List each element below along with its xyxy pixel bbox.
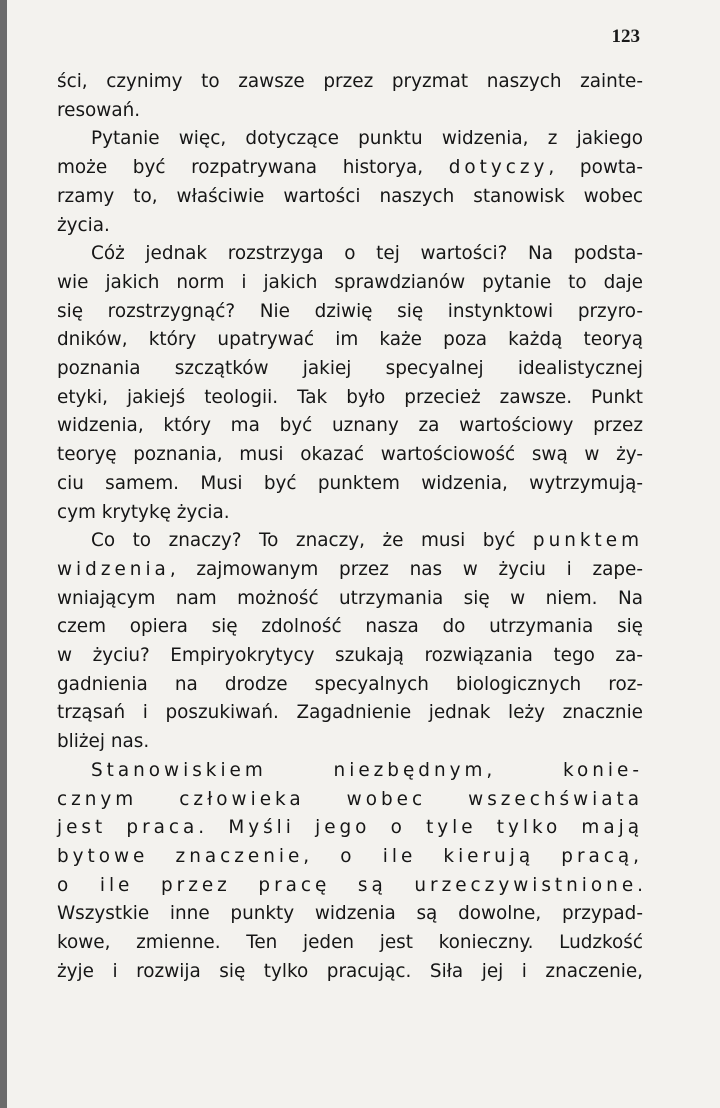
- spaced-emphasis: cznym człowieka wobec wszechświata: [57, 788, 643, 810]
- text-line: poznania szczątków jakiej specyalnej idealistycznej: [57, 358, 643, 380]
- text-line: [57, 154, 643, 183]
- text-line: resowań.: [57, 99, 141, 121]
- text-line: Pytanie więc, dotyczące punktu widzenia, z jakiego: [91, 128, 643, 150]
- text-line: widzenia, który ma być uznany za wartościowy przez: [57, 415, 643, 437]
- text-line: ści, czynimy to zawsze przez pryzmat naszych zainte-: [57, 71, 643, 92]
- text-segment: , zajmowanym przez nas w życiu i zape-: [169, 558, 643, 580]
- spaced-emphasis: o ile przez pracę są urzeczywistnione: [57, 874, 638, 896]
- text-line: Wszystkie inne punkty widzenia są dowolne, przypad-: [57, 903, 643, 925]
- text-line: [57, 556, 643, 585]
- text-line: gadnienia na drodze specyalnych biologicznych roz-: [57, 673, 643, 695]
- text-line: życia.: [57, 214, 110, 236]
- text-segment: , powta-: [548, 157, 643, 179]
- text-line: teoryę poznania, musi okazać wartościowość swą w ży-: [57, 444, 643, 466]
- text-line: [57, 872, 643, 901]
- text-line: [57, 757, 643, 786]
- spaced-emphasis: dotyczy: [448, 157, 549, 179]
- body-text: [57, 68, 643, 987]
- text-line: żyje i rozwija się tylko pracując. Siła jej i znaczenie,: [57, 960, 643, 982]
- text-line: rzamy to, właściwie wartości naszych stanowisk wobec: [57, 185, 643, 207]
- text-line: [57, 786, 643, 815]
- text-line: się rozstrzygnąć? Nie dziwię się instynktowi przyro-: [57, 300, 643, 322]
- spaced-emphasis: bytowe znaczenie, o ile kierują pracą,: [57, 845, 643, 867]
- text-segment: Co to znaczy? To znaczy, że musi być: [91, 530, 533, 552]
- text-segment: .: [637, 874, 643, 896]
- text-line: [57, 843, 643, 872]
- text-line: [57, 527, 643, 556]
- spaced-emphasis: jest praca. Myśli jego o tyle tylko mają: [57, 817, 643, 839]
- text-line: etyki, jakiejś teologii. Tak było przecież zawsze. Punkt: [57, 386, 643, 408]
- text-line: trząsań i poszukiwań. Zagadnienie jednak leży znacznie: [57, 702, 643, 724]
- text-line: [57, 814, 643, 843]
- spaced-emphasis: punktem: [532, 530, 643, 552]
- page-number: 123: [611, 26, 640, 47]
- text-line: w życiu? Empiryokrytycy szukają rozwiązania tego za-: [57, 645, 643, 667]
- spaced-emphasis: Stanowiskiem niezbędnym, konie-: [91, 759, 643, 781]
- text-line: bliżej nas.: [57, 731, 150, 753]
- text-line: wniającym nam możność utrzymania się w niem. Na: [57, 587, 643, 609]
- text-segment: może być rozpatrywana historya,: [57, 157, 449, 179]
- page-spine-shadow: [0, 0, 7, 1108]
- text-line: Cóż jednak rozstrzyga o tej wartości? Na podsta-: [91, 243, 643, 265]
- text-line: cym krytykę życia.: [57, 501, 230, 523]
- text-line: kowe, zmienne. Ten jeden jest konieczny. Ludzkość: [57, 932, 643, 954]
- spaced-emphasis: widzenia: [57, 558, 170, 580]
- text-line: dników, który upatrywać im każe poza każdą teoryą: [57, 329, 643, 351]
- text-line: ciu samem. Musi być punktem widzenia, wytrzymują-: [57, 472, 643, 494]
- text-line: wie jakich norm i jakich sprawdzianów pytanie to daje: [57, 271, 643, 293]
- text-line: czem opiera się zdolność nasza do utrzymania się: [57, 616, 643, 638]
